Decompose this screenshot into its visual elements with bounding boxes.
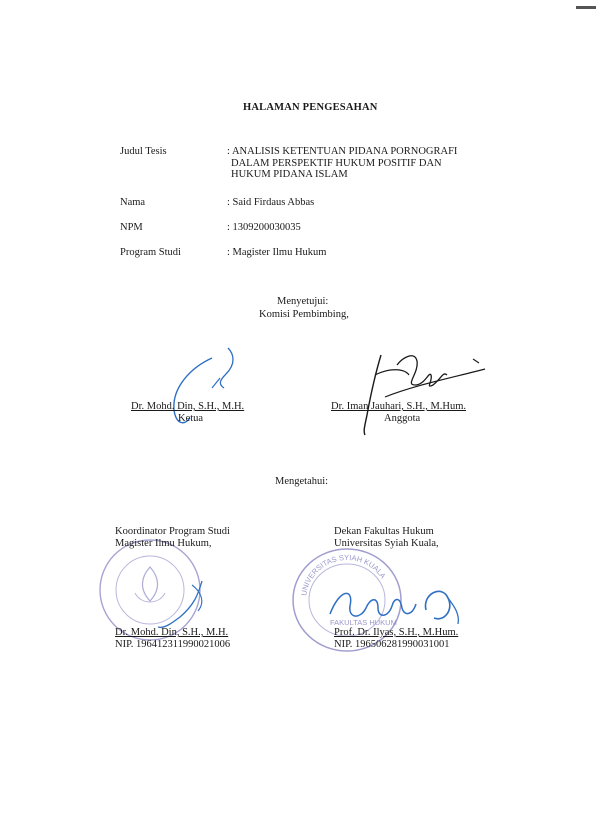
signature-ketua [150,340,260,430]
field-value-nama: : Said Firdaus Abbas [227,197,315,208]
signature-koordinator [140,575,220,635]
field-label-npm: NPM [120,222,143,233]
left-title-line-2: Magister Ilmu Hukum, [115,537,212,549]
field-value-prodi: : Magister Ilmu Hukum [227,247,327,258]
judul-line-1: : ANALISIS KETENTUAN PIDANA PORNOGRAFI [227,146,458,157]
field-label-prodi: Program Studi [120,247,181,258]
left-title-line-1: Koordinator Program Studi [115,526,230,537]
judul-line-2: DALAM PERSPEKTIF HUKUM POSITIF DAN [231,157,442,169]
stamp-arc-text-top: UNIVERSITAS SYIAH KUALA [299,552,388,597]
signature-anggota [345,345,495,440]
right-title-line-2: Universitas Syiah Kuala, [334,537,439,549]
stamp-text-bottom: FAKULTAS HUKUM [330,618,397,627]
supervisor-2-name: Dr. Iman Jauhari, S.H., M.Hum. [331,401,467,412]
supervisor-1-role: Ketua [178,413,204,424]
field-value-judul [227,146,457,181]
left-nip: NIP. 196412311990021006 [115,639,231,650]
page-title: HALAMAN PENGESAHAN [243,102,378,113]
supervisor-2-role: Anggota [384,413,421,424]
approval-committee: Komisi Pembimbing, [259,309,349,320]
field-value-npm: : 1309200030035 [227,222,301,233]
left-title [115,526,230,549]
approval-heading: Menyetujui: [277,296,329,307]
right-nip: NIP. 196506281990031001 [334,639,450,650]
field-label-judul: Judul Tesis [120,146,167,157]
left-name: Dr. Mohd. Din, S.H., M.H. [115,627,229,638]
signature-dekan [320,580,470,630]
judul-line-3: HUKUM PIDANA ISLAM [231,169,348,180]
acknowledgement-heading: Mengetahui: [275,476,329,487]
field-label-nama: Nama [120,197,146,208]
right-title [334,526,439,549]
right-title-line-1: Dekan Fakultas Hukum [334,526,434,537]
page-corner-mark [576,6,596,9]
right-name: Prof. Dr. Ilyas, S.H., M.Hum. [334,627,459,638]
supervisor-1-name: Dr. Mohd. Din, S.H., M.H. [131,401,245,412]
